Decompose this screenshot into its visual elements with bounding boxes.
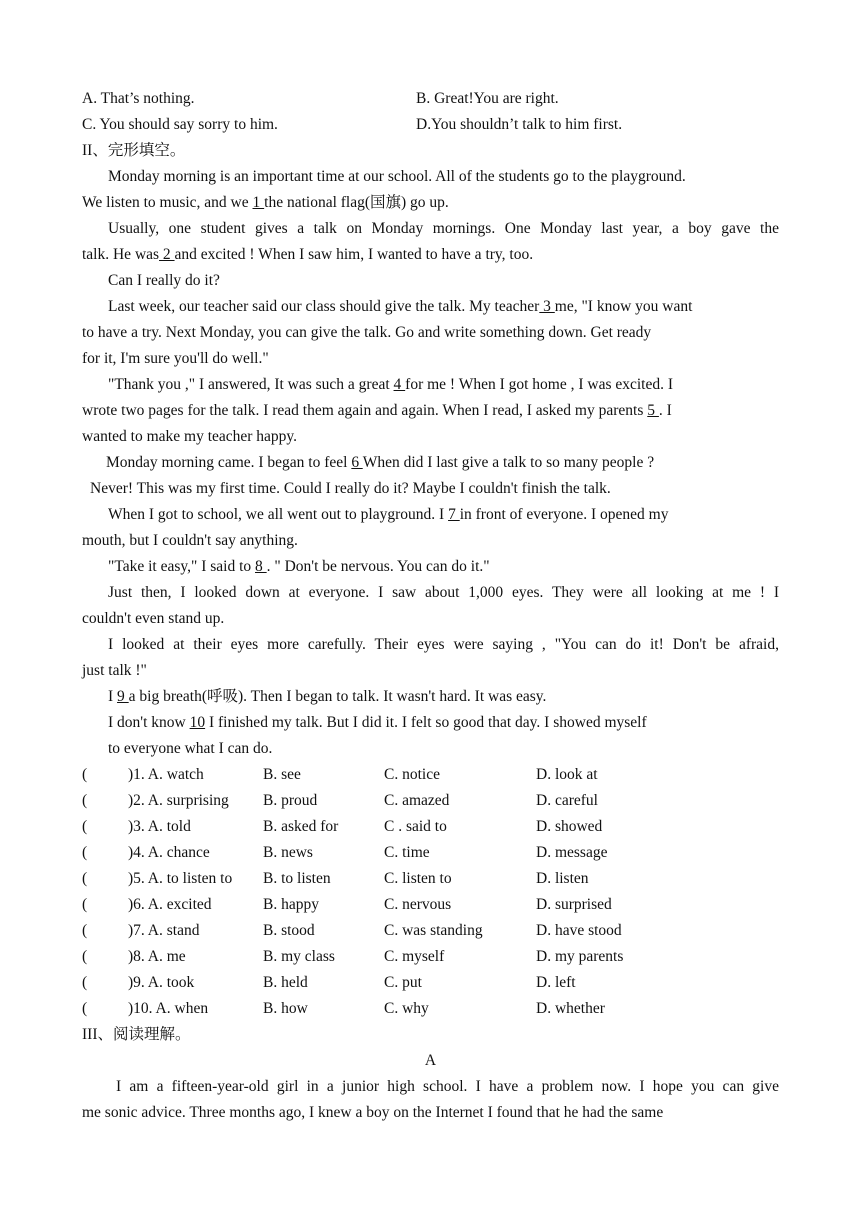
option-c: C. why [384,1000,429,1017]
prev-options-row-2 [82,112,779,138]
passage-line: couldn't even stand up. [82,610,225,627]
text-run: Last week, our teacher said our class should give the talk. My teacher [108,298,540,315]
option-d: D. whether [536,1000,605,1017]
option-d: D. showed [536,818,603,835]
text-run: me, "I know you want [554,298,693,315]
passage-line: Can I really do it? [108,272,220,289]
option-d: D. left [536,974,576,991]
text-run: When I got to school, we all went out to playground. I [108,506,449,523]
question-row [82,866,779,892]
prev-options-row-1 [82,86,779,112]
question-stem: )5. A. to listen to [128,870,233,887]
passage-line: Just then, I looked down at everyone. I saw about 1,000 eyes. They were all looking at me ! I [108,584,779,601]
question-stem: )3. A. told [128,818,191,835]
option-b: B. see [263,766,301,783]
document-page [82,86,779,1126]
text-run: Monday morning came. I began to feel [106,454,352,471]
passage-line [82,398,779,424]
passage-line: to have a try. Next Monday, you can give the talk. Go and write something down. Get ready [82,324,652,341]
passage-line: just talk !" [82,662,147,679]
option-c: C. notice [384,766,440,783]
passage-line: Usually, one student gives a talk on Monday mornings. One Monday last year, a boy gave the [108,220,779,237]
option-d: D. surprised [536,896,612,913]
question-stem: )1. A. watch [128,766,204,783]
question-list [82,762,779,1022]
question-row [82,840,779,866]
text-run: We listen to music, and we [82,194,253,211]
question-row [82,814,779,840]
text-run: wrote two pages for the talk. I read them again and again. When I read, I asked my parents [82,402,648,419]
section-2-title: II、完形填空。 [82,142,186,159]
text-run: in front of everyone. I opened my [459,506,669,523]
answer-paren: ( [82,896,88,913]
text-run: I don't know [108,714,190,731]
answer-paren: ( [82,974,88,991]
option-c: C. nervous [384,896,452,913]
text-run: I [108,688,118,705]
option-b: B. how [263,1000,308,1017]
passage-line: wanted to make my teacher happy. [82,428,298,445]
passage-line: Never! This was my first time. Could I really do it? Maybe I couldn't finish the talk. [90,480,611,497]
passage-line [82,684,779,710]
reading-passage-label: A [424,1052,437,1069]
passage-line [82,294,779,320]
text-run: talk. He was [82,246,160,263]
passage-line: I am a fifteen-year-old girl in a junior high school. I have a problem now. I hope you can give [116,1078,779,1095]
option-c: C. amazed [384,792,450,809]
question-row [82,918,779,944]
passage-line [82,502,779,528]
answer-paren: ( [82,818,88,835]
text-run: When did I last give a talk to so many people ? [362,454,655,471]
prev-option-d: D.You shouldn’t talk to him first. [416,116,623,133]
option-d: D. message [536,844,608,861]
question-row [82,762,779,788]
option-d: D. careful [536,792,598,809]
option-b: B. asked for [263,818,339,835]
option-c: C. myself [384,948,445,965]
answer-paren: ( [82,870,88,887]
answer-paren: ( [82,766,88,783]
option-b: B. news [263,844,313,861]
option-d: D. have stood [536,922,622,939]
text-run: I finished my talk. But I did it. I felt so good that day. I showed myself [205,714,647,731]
passage-line: mouth, but I couldn't say anything. [82,532,298,549]
option-b: B. happy [263,896,319,913]
option-b: B. to listen [263,870,331,887]
text-run: and excited ! When I saw him, I wanted to have a try, too. [174,246,534,263]
question-row [82,892,779,918]
text-run: for me ! When I got home , I was excited. I [405,376,674,393]
passage-line [82,190,779,216]
prev-option-a: A. That’s nothing. [82,90,195,107]
passage-line [82,554,779,580]
answer-paren: ( [82,844,88,861]
question-stem: )8. A. me [128,948,186,965]
option-b: B. stood [263,922,315,939]
prev-option-c: C. You should say sorry to him. [82,116,278,133]
passage-line [82,710,779,736]
blank-1: 1 [252,194,265,211]
question-stem: )10. A. when [128,1000,209,1017]
option-d: D. listen [536,870,589,887]
answer-paren: ( [82,922,88,939]
option-b: B. proud [263,792,318,809]
passage-line: for it, I'm sure you'll do well." [82,350,269,367]
blank-2: 2 [159,246,175,263]
text-run: . I [658,402,672,419]
blank-5: 5 [647,402,659,419]
passage-line: Monday morning is an important time at our school. All of the students go to the playground. [108,168,686,185]
passage-line [82,450,779,476]
option-c: C. was standing [384,922,483,939]
prev-option-b: B. Great!You are right. [416,90,559,107]
option-b: B. held [263,974,308,991]
blank-10: 10 [189,714,206,731]
question-stem: )7. A. stand [128,922,200,939]
option-c: C. put [384,974,422,991]
text-run: "Take it easy," I said to [108,558,256,575]
text-run: "Thank you ," I answered, It was such a great [108,376,394,393]
option-d: D. look at [536,766,598,783]
blank-7: 7 [448,506,460,523]
option-d: D. my parents [536,948,624,965]
text-run: the national flag(国旗) go up. [264,194,449,211]
option-c: C. listen to [384,870,452,887]
answer-paren: ( [82,1000,88,1017]
blank-8: 8 [255,558,267,575]
option-c: C . said to [384,818,447,835]
passage-line [82,242,779,268]
question-stem: )6. A. excited [128,896,212,913]
question-row [82,996,779,1022]
text-run: a big breath(呼吸). Then I began to talk. It wasn't hard. It was easy. [128,688,547,705]
option-c: C. time [384,844,430,861]
answer-paren: ( [82,792,88,809]
option-b: B. my class [263,948,335,965]
section-3-title: III、阅读理解。 [82,1026,191,1043]
question-stem: )9. A. took [128,974,195,991]
blank-3: 3 [539,298,555,315]
passage-line: me sonic advice. Three months ago, I knew a boy on the Internet I found that he had the same [82,1104,664,1121]
question-stem: )2. A. surprising [128,792,229,809]
blank-4: 4 [393,376,406,393]
passage-line: to everyone what I can do. [108,740,273,757]
question-row [82,944,779,970]
answer-paren: ( [82,948,88,965]
question-row [82,970,779,996]
passage-line: I looked at their eyes more carefully. Their eyes were saying , "You can do it! Don't be afraid, [108,636,779,653]
text-run: . " Don't be nervous. You can do it." [266,558,490,575]
passage-line [82,372,779,398]
blank-6: 6 [351,454,363,471]
blank-9: 9 [117,688,129,705]
question-row [82,788,779,814]
question-stem: )4. A. chance [128,844,210,861]
